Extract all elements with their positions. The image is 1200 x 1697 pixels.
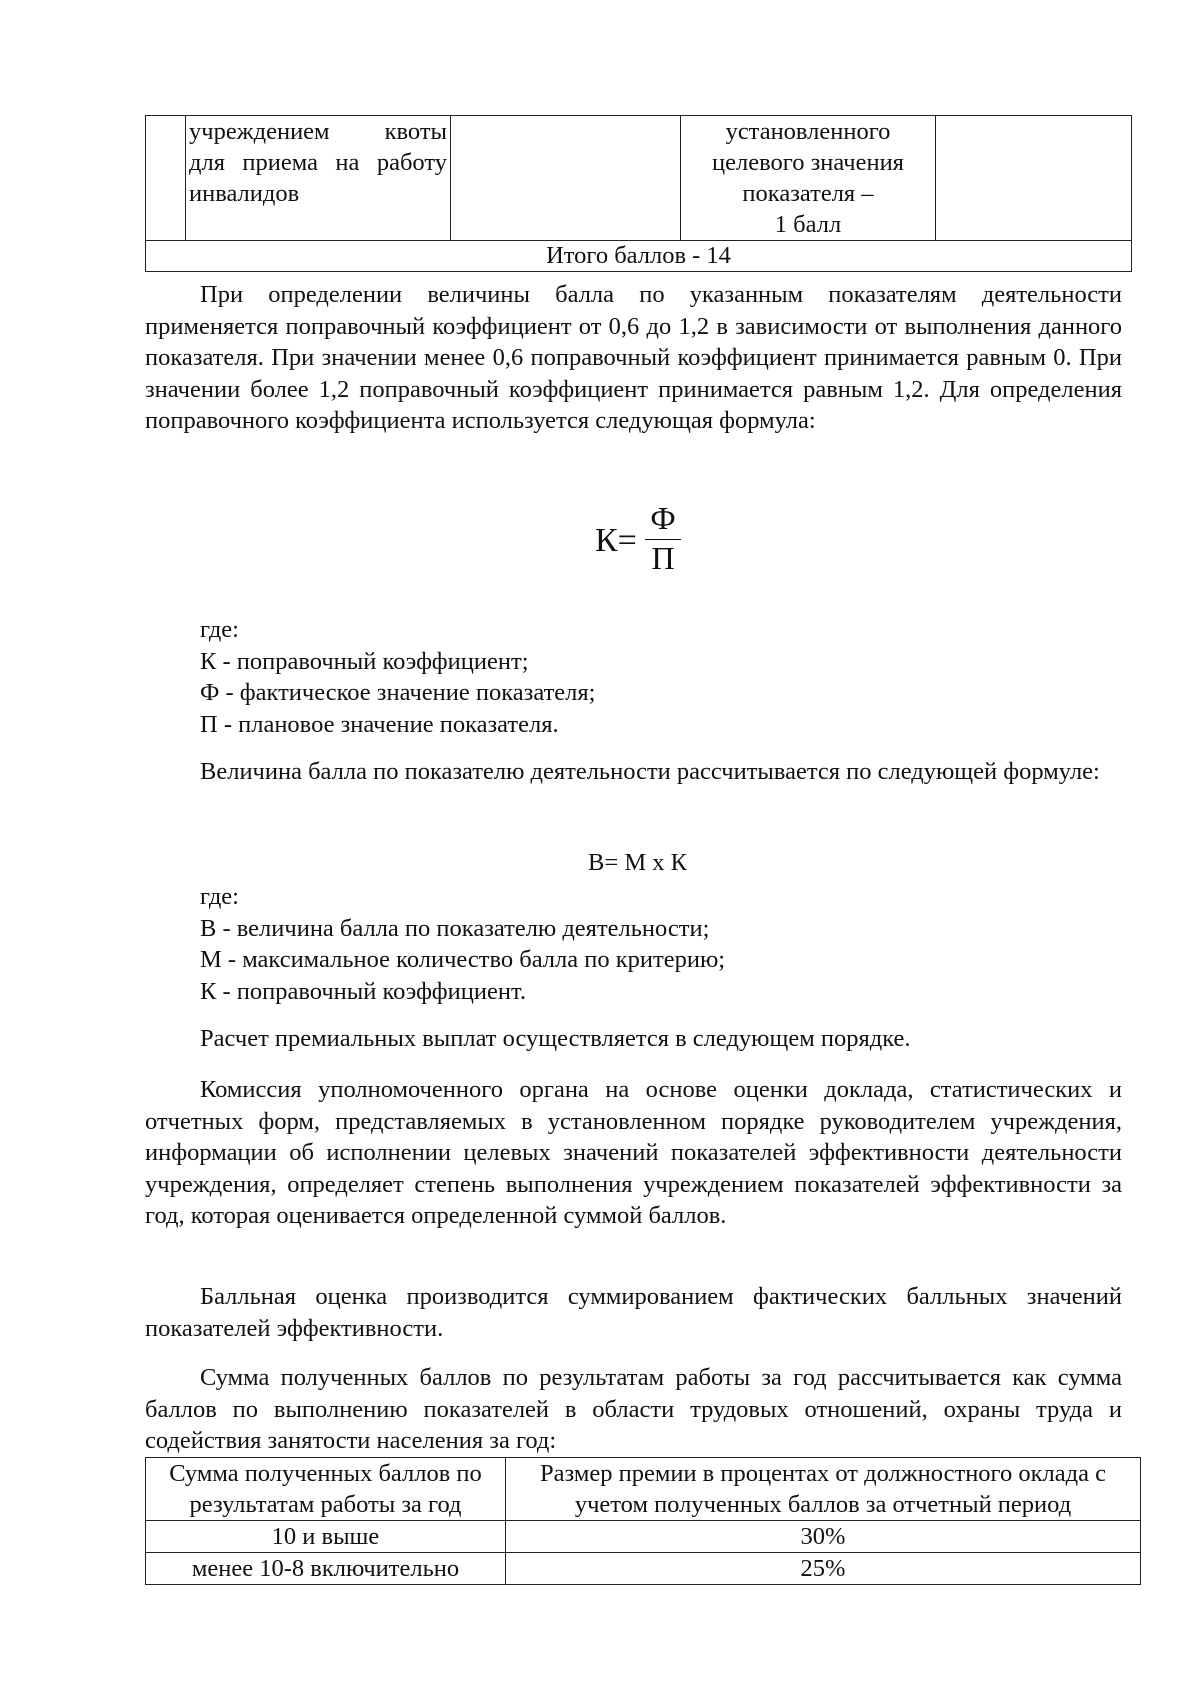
formula-legend-1 (200, 614, 595, 740)
table-cell: 10 и выше (146, 1521, 506, 1553)
legend-item: П - плановое значение показателя. (200, 710, 559, 738)
paragraph-commission: Комиссия уполномоченного органа на основе оценки доклада, статистических и отчетных форм, представляемых в установленном порядке руководителем учреждения, информации об исполнении целевых значений показателей эффективности деятельности учреждения, определяет степень выполнения учреждением показателей эффективности за год, которая оценивается определенной суммой баллов. (145, 1076, 1122, 1229)
table-cell: менее 10-8 включительно (146, 1553, 506, 1585)
legend-where: где: (200, 616, 239, 643)
cell-line: 1 балл (774, 211, 842, 238)
cell-line: показателя – (742, 180, 874, 207)
table-total-row (146, 241, 1132, 272)
cell-line: учреждением квоты (189, 118, 447, 145)
total-points: Итого баллов - 14 (146, 241, 1132, 272)
table-cell: 30% (506, 1521, 1141, 1553)
formula-numerator: Ф (650, 500, 676, 536)
formula-denominator: П (651, 540, 675, 576)
bonus-table (145, 1457, 1141, 1585)
header-cell: Сумма полученных баллов по результатам работы за год (146, 1458, 506, 1521)
paragraph-correction-coefficient: При определении величины балла по указанным показателям деятельности применяется поправочный коэффициент от 0,6 до 1,2 в зависимости от выполнения данного показателя. При значении менее 0,6 поправочный коэффициент принимается равным 0. При значении более 1,2 поправочный коэффициент принимается равным 1,2. Для определения поправочного коэффициента используется следующая формула: (145, 281, 1122, 434)
cell-line: инвалидов (189, 180, 300, 207)
cell-line: для приема на работу (189, 149, 447, 176)
legend-where: где: (200, 883, 239, 910)
table-cell: 25% (506, 1553, 1141, 1585)
paragraph-sum-of-points: Сумма полученных баллов по результатам работы за год рассчитывается как сумма баллов по выполнению показателей в области трудовых отношений, охраны труда и содействия занятости населения за год: (145, 1364, 1122, 1454)
formula-legend-2 (200, 881, 725, 1007)
table-row (146, 116, 1132, 241)
table-row (146, 1521, 1141, 1553)
table-row (146, 1553, 1141, 1585)
legend-item: К - поправочный коэффициент. (200, 977, 526, 1005)
paragraph-score-formula: Величина балла по показателю деятельности рассчитывается по следующей формуле: (200, 758, 1100, 785)
paragraph-scoring: Балльная оценка производится суммированием фактических балльных значений показателей эффективности. (145, 1283, 1122, 1342)
indicators-table-fragment (145, 115, 1132, 272)
formula-score: В= М х К (588, 849, 687, 876)
cell-line: целевого значения (712, 149, 904, 176)
legend-item: В - величина балла по показателю деятельности; (200, 914, 710, 942)
legend-item: М - максимальное количество балла по критерию; (200, 946, 726, 973)
paragraph-bonus-order: Расчет премиальных выплат осуществляется в следующем порядке. (200, 1025, 911, 1052)
legend-item: К - поправочный коэффициент; (200, 647, 529, 675)
table-cell (681, 116, 936, 241)
table-header-row (146, 1458, 1141, 1521)
legend-item: Ф - фактическое значение показателя; (200, 679, 596, 706)
table-cell (936, 116, 1132, 241)
table-cell (451, 116, 681, 241)
table-cell (186, 116, 451, 241)
formula-coefficient (595, 500, 685, 590)
header-cell: Размер премии в процентах от должностного оклада с учетом полученных баллов за отчетный период (506, 1458, 1141, 1521)
formula-lhs: К= (595, 522, 637, 559)
table-cell (146, 116, 186, 241)
cell-line: установленного (725, 118, 891, 145)
